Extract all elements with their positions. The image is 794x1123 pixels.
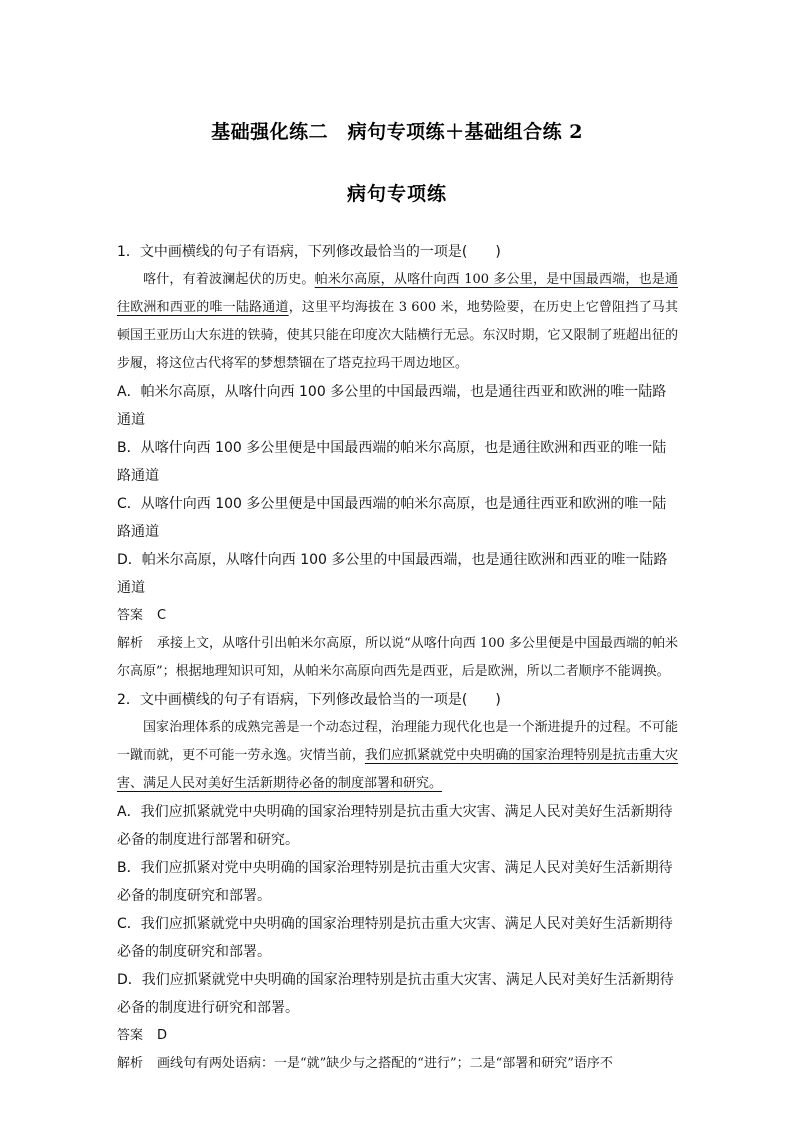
page-title: 基础强化练二 病句专项练＋基础组合练 2 [211,121,583,143]
option-a: A．我们应抓紧就党中央明确的国家治理特别是抗击重大灾害、满足人民对美好生活新期待必备的制度进行部署和研究。 [117,804,673,848]
explanation-text: 承接上文，从喀什引出帕米尔高原，所以说“从喀什向西 100 多公里便是中国最西端的帕米尔高原”；根据地理知识可知，从帕米尔高原向西先是西亚，后是欧洲，所以二者顺序不能调换。 [117,636,678,679]
option-d: D．我们应抓紧就党中央明确的国家治理特别是抗击重大灾害、满足人民对美好生活新期待必备的制度进行研究和部署。 [117,972,674,1016]
option-d: D．帕米尔高原，从喀什向西 100 多公里的中国最西端，也是通往欧洲和西亚的唯一陆路通道 [117,552,668,596]
option-b: B．从喀什向西 100 多公里便是中国最西端的帕米尔高原，也是通往欧洲和西亚的唯一陆路通道 [117,440,667,484]
option-b: B．我们应抓紧对党中央明确的国家治理特别是抗击重大灾害、满足人民对美好生活新期待必备的制度研究和部署。 [117,860,673,904]
question-list [117,238,678,1078]
passage-text: 国家治理体系的成熟完善是一个动态过程，治理能力现代化也是一个渐进提升的过程。不可能一蹴而就，更不可能一劳永逸。灾情当前， [117,720,678,763]
underlined-sentence: 我们应抓紧就党中央明确的国家治理特别是抗击重大灾害、满足人民对美好生活新期待必备的制度部署和研究。 [117,748,678,791]
explanation-text: 画线句有两处语病：一是“就”缺少与之搭配的“进行”；二是“部署和研究”语序不 [157,1056,613,1071]
answer-value: C [157,608,167,623]
answer-label: 答案 [117,608,144,623]
question-passage [117,266,678,378]
question-1 [117,238,678,686]
answer-line [117,1022,678,1050]
question-2 [117,686,678,1078]
section-title: 病句专项练 [346,183,447,205]
explanation [117,630,678,686]
question-stem: 1．文中画横线的句子有语病，下列修改最恰当的一项是( ) [117,244,501,260]
option-c: C．我们应抓紧就党中央明确的国家治理特别是抗击重大灾害、满足人民对美好生活新期待必备的制度研究和部署。 [117,916,673,960]
passage-text: 喀什，有着波澜起伏的历史。 [143,272,315,287]
underlined-sentence: 帕米尔高原，从喀什向西 100 多公里，是中国最西端，也是通往欧洲和西亚的唯一陆路通道 [117,272,678,315]
option-a: A．帕米尔高原，从喀什向西 100 多公里的中国最西端，也是通往西亚和欧洲的唯一陆路通道 [117,384,667,428]
question-passage [117,714,678,798]
option-c: C．从喀什向西 100 多公里便是中国最西端的帕米尔高原，也是通往西亚和欧洲的唯一陆路通道 [117,496,667,540]
answer-line [117,602,678,630]
answer-label: 答案 [117,1028,144,1043]
explanation-label: 解析 [117,636,144,651]
explanation [117,1050,678,1078]
question-stem: 2．文中画横线的句子有语病，下列修改最恰当的一项是( ) [117,692,501,708]
passage-text: ，这里平均海拔在 3 600 米，地势险要，在历史上它曾阻挡了马其顿国王亚历山大东进的铁骑，使其只能在印度次大陆横行无忌。东汉时期，它又限制了班超出征的步履，将这位古代将军的梦想禁锢在了塔克拉玛干周边地区。 [117,300,678,371]
explanation-label: 解析 [117,1056,144,1071]
answer-value: D [157,1028,168,1043]
